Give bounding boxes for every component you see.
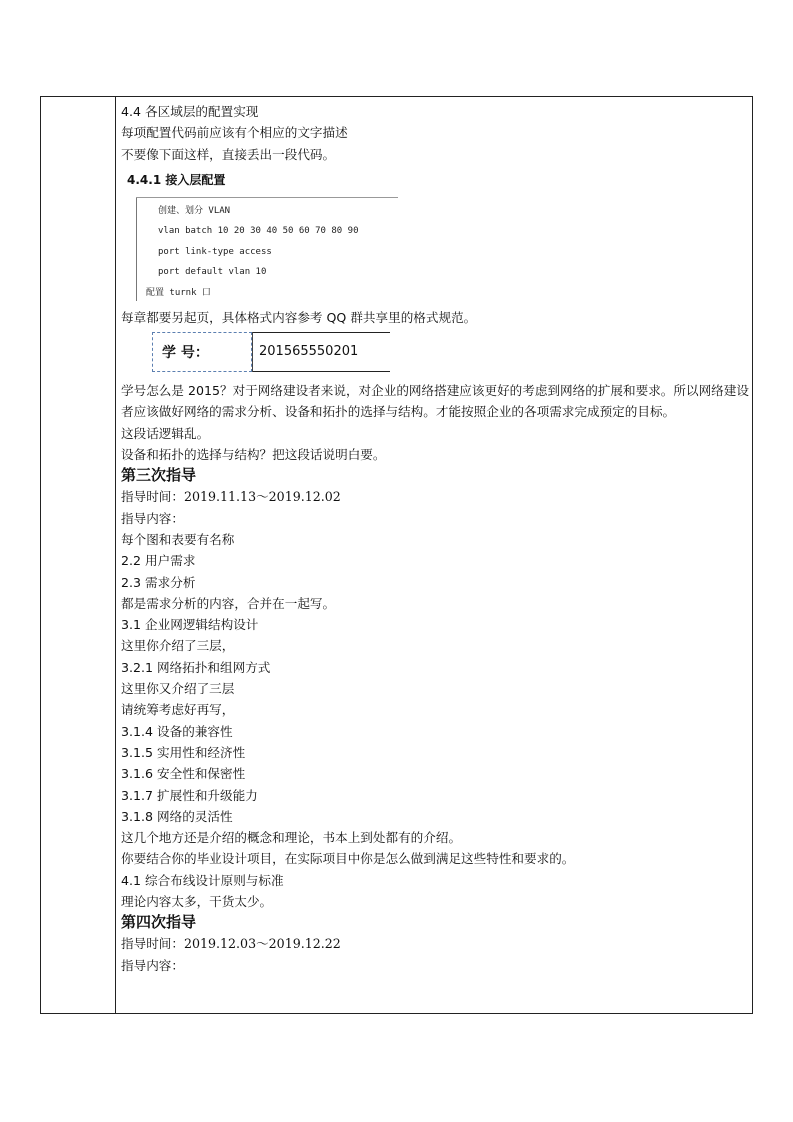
code-line: port default vlan 10 <box>158 267 267 278</box>
paragraph-1: 学号怎么是 2015？对于网络建设者来说，对企业的网络搭建应该更好的考虑到网络的扩展和要求。所以网络建设者应该做好网络的需求分析、设备和拓扑的选择与结构。才能按照企业的各项需求完成预定的目标。 <box>121 383 749 420</box>
code-line: port link-type access <box>158 246 272 257</box>
list-item: 3.2.1 网络拓扑和组网方式 <box>121 659 271 675</box>
code-line: vlan batch 10 20 30 40 50 60 70 80 90 <box>158 226 359 237</box>
code-line <box>158 303 358 307</box>
code-snippet-image <box>121 165 749 307</box>
list-item: 这里你介绍了三层， <box>121 638 235 654</box>
note-3: 每章都要另起页，具体格式内容参考 QQ 群共享里的格式规范。 <box>121 309 477 325</box>
code-line: 配置 turnk 口 <box>146 287 211 298</box>
list-item: 这里你又介绍了三层 <box>121 681 235 697</box>
table-content-cell <box>121 101 749 976</box>
note-5: 设备和拓扑的选择与结构？把这段话说明白要。 <box>121 447 386 463</box>
fourth-guidance-heading: 第四次指导 <box>121 913 197 932</box>
note-2: 不要像下面这样，直接丢出一段代码。 <box>121 146 336 162</box>
table-left-column <box>41 97 116 1013</box>
list-item: 3.1 企业网逻辑结构设计 <box>121 617 259 633</box>
list-item: 每个图和表要有名称 <box>121 531 235 547</box>
third-guidance-heading: 第三次指导 <box>121 466 197 485</box>
list-item: 2.3 需求分析 <box>121 574 196 590</box>
list-item: 3.1.4 设备的兼容性 <box>121 723 233 739</box>
list-item: 都是需求分析的内容，合并在一起写。 <box>121 595 336 611</box>
list-item: 4.1 综合布线设计原则与标准 <box>121 872 284 888</box>
student-id-label: 学 号： <box>162 345 209 362</box>
list-item: 这几个地方还是介绍的概念和理论，书本上到处都有的介绍。 <box>121 830 462 846</box>
list-item: 3.1.6 安全性和保密性 <box>121 766 246 782</box>
list-item: 3.1.8 网络的灵活性 <box>121 808 233 824</box>
section-4-4: 4.4 各区域层的配置实现 <box>121 104 259 119</box>
fourth-guidance-time: 指导时间：2019.12.03～2019.12.22 <box>121 936 341 952</box>
list-item: 你要结合你的毕业设计项目，在实际项目中你是怎么做到满足这些特性和要求的。 <box>121 851 575 867</box>
list-item: 3.1.5 实用性和经济性 <box>121 744 246 760</box>
note-4: 这段话逻辑乱。 <box>121 425 210 441</box>
snippet-title: 4.4.1 接入层配置 <box>127 172 226 187</box>
document-table <box>40 96 753 1014</box>
third-guidance-content-label: 指导内容： <box>121 510 184 526</box>
code-box <box>136 195 406 307</box>
list-item: 3.1.7 扩展性和升级能力 <box>121 787 258 803</box>
third-guidance-time: 指导时间：2019.11.13～2019.12.02 <box>121 489 341 505</box>
student-id-image <box>121 332 749 378</box>
note-1: 每项配置代码前应该有个相应的文字描述 <box>121 125 348 141</box>
list-item: 请统筹考虑好再写， <box>121 702 235 718</box>
list-item: 理论内容太多，干货太少。 <box>121 894 273 910</box>
fourth-guidance-content-label: 指导内容： <box>121 957 184 973</box>
code-line: 创建、划分 VLAN <box>158 205 231 216</box>
student-id-value: 201565550201 <box>259 344 359 360</box>
list-item: 2.2 用户需求 <box>121 553 196 569</box>
